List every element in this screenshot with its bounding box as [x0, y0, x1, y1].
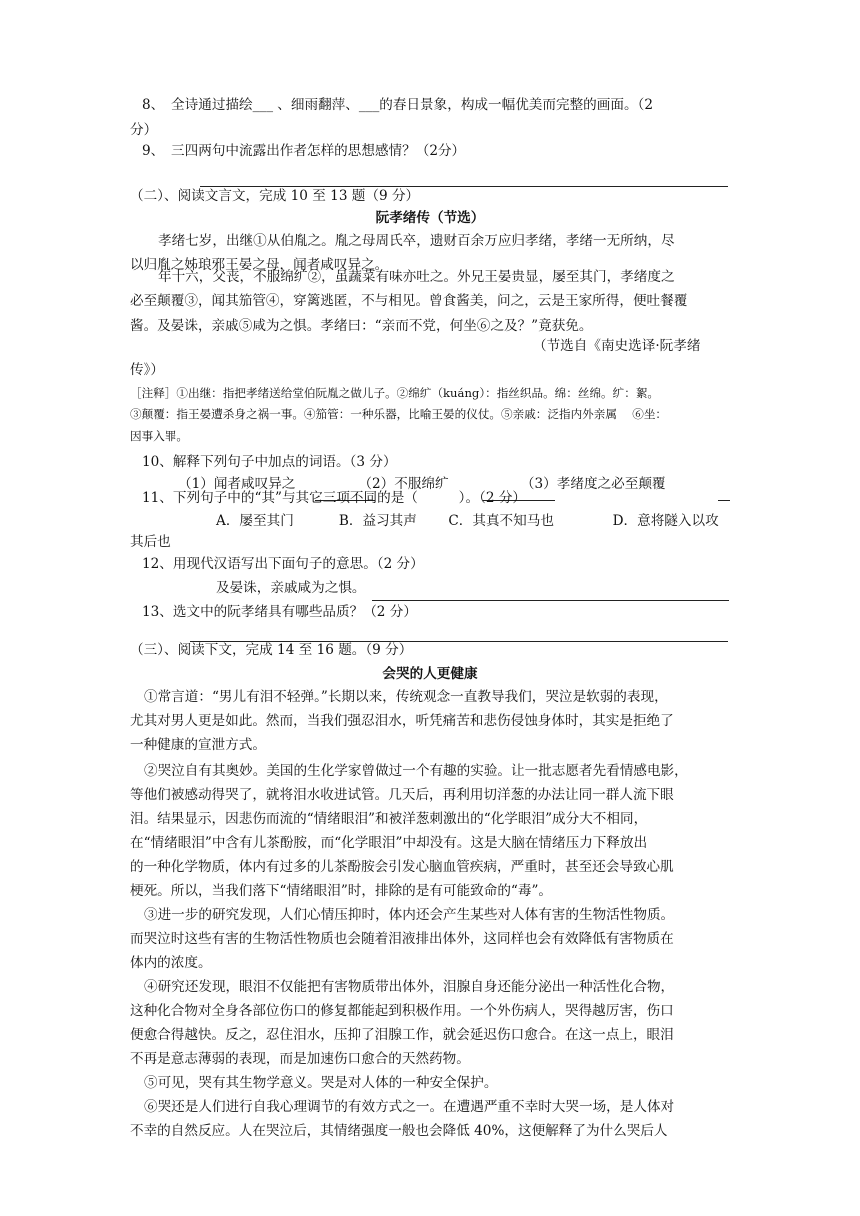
text-line-p2b: 必至颠覆③，闻其笳管④，穿篱逃匿，不与相见。曾食酱美，问之，云是王家所得，便吐餐覆: [130, 293, 688, 309]
text-line-s2h: （二）、阅读文言文，完成 10 至 13 题（9 分）: [130, 188, 420, 204]
text-line-n2: ③颠覆：指王晏遭杀身之祸一事。④笳管：一种乐器，比喻王晏的仪仗。⑤亲戚：泛指内外亲属 ⑥坐：: [130, 407, 668, 421]
text-line-q9: 9、 三四两句中流露出作者怎样的思想感情？（2分）: [142, 143, 466, 159]
text-line-n1: ［注释］①出继：指把孝绪送给堂伯阮胤之做儿子。②绵纩（kuáng）：指丝织品。绵：丝绵。纩：絮。: [130, 386, 660, 400]
text-line-p1b: 以归胤之姊琅邪王晏之母，闻者咸叹异之。: [130, 257, 389, 273]
text-line-s3h: （三）、阅读下文，完成 14 至 16 题。（9 分）: [130, 642, 413, 658]
text-line-a2a: ②哭泣自有其奥妙。美国的生化学家曾做过一个有趣的实验。让一批志愿者先看情感电影，: [144, 763, 688, 779]
text-line-a4a: ④研究还发现，眼泪不仅能把有害物质带出体外，泪腺自身还能分泌出一种活性化合物，: [144, 979, 675, 995]
text-line-a6b: 不幸的自然反应。人在哭泣后，其情绪强度一般也会降低 40%，这便解释了为什么哭后人: [130, 1123, 668, 1139]
text-line-s2t: 阮孝绪传（节选）: [375, 210, 485, 226]
text-line-q12: 12、用现代汉语写出下面句子的意思。（2 分）: [142, 556, 424, 572]
text-line-srcb: 传》）: [130, 362, 164, 378]
text-line-a4d: 不再是意志薄弱的表现，而是加速伤口愈合的天然药物。: [130, 1051, 470, 1067]
text-line-a5: ⑤可见，哭有其生物学意义。哭是对人体的一种安全保护。: [144, 1075, 498, 1091]
text-line-q13: 13、选文中的阮孝绪具有哪些品质？（2 分）: [142, 604, 417, 620]
text-line-a1a: ①常言道：“男儿有泪不轻弹。”长期以来，传统观念一直教导我们，哭泣是软弱的表现，: [144, 689, 668, 705]
text-line-p2a: 年十六，父丧，不服绵纩②，虽蔬菜有味亦吐之。外兄王晏贵显，屡至其门，孝绪度之: [158, 269, 675, 285]
text-line-p1a: 孝绪七岁，出继①从伯胤之。胤之母周氏卒，遗财百余万应归孝绪，孝绪一无所纳，尽: [158, 233, 675, 249]
text-line-q10: 10、解释下列句子中加点的词语。（3 分）: [142, 454, 397, 470]
text-line-a3a: ③进一步的研究发现，人们心情压抑时，体内还会产生某些对人体有害的生物活性物质。: [144, 907, 675, 923]
text-line-a1b: 尤其对男人更是如此。然而，当我们强忍泪水，听凭痛苦和悲伤侵蚀身体时，其实是拒绝了: [130, 713, 674, 729]
text-line-a2f: 梗死。所以，当我们落下“情绪眼泪”时，排除的是有可能致命的“毒”。: [130, 883, 553, 899]
text-line-a2d: 在“情绪眼泪”中含有儿茶酚胺，而“化学眼泪”中却没有。这是大脑在情绪压力下释放出: [130, 835, 648, 851]
text-line-a2c: 泪。结果显示，因悲伤而流的“情绪眼泪”和被洋葱刺激出的“化学眼泪”成分大不相同，: [130, 811, 648, 827]
text-line-q8b: 分）: [130, 122, 158, 138]
answer-line-q12: [372, 600, 729, 601]
text-line-a4b: 这种化合物对全身各部位伤口的修复都能起到积极作用。一个外伤病人，哭得越厉害，伤口: [130, 1003, 674, 1019]
blank-q10-3: [718, 500, 730, 501]
text-line-a6a: ⑥哭还是人们进行自我心理调节的有效方式之一。在遭遇严重不幸时大哭一场，是人体对: [144, 1099, 675, 1115]
text-line-n3: 因事入罪。: [130, 429, 188, 443]
text-line-a3b: 而哭泣时这些有害的生物活性物质也会随着泪液排出体外，这同样也会有效降低有害物质在: [130, 931, 674, 947]
text-line-a2e: 的一种化学物质，体内有过多的儿茶酚胺会引发心脑血管疾病，严重时，甚至还会导致心肌: [130, 859, 674, 875]
text-line-p2c: 酱。及晏诛，亲戚⑤咸为之惧。孝绪曰：“亲而不党，何坐⑥之及？”竟获免。: [130, 318, 593, 334]
text-line-q10s: （1）闻者咸叹异之 （2）不服绵纩 （3）孝绪度之必至颠覆: [178, 476, 666, 492]
text-line-q11b: 其后也: [130, 534, 171, 550]
text-line-srca: （节选自《南史选译·阮孝绪: [533, 338, 701, 354]
text-line-s3t: 会哭的人更健康: [382, 666, 478, 682]
text-line-a3c: 体内的浓度。: [130, 955, 212, 971]
text-line-q8a: 8、 全诗通过描绘___ 、细雨翻萍、___的春日景象，构成一幅优美而完整的画面。（2: [142, 97, 653, 113]
text-line-q11: 11、下列句子中的“其”与其它三项不同的是（ ）。（2 分）: [142, 490, 527, 506]
text-line-a2b: 等他们被感动得哭了，就将泪水收进试管。几天后，再利用切洋葱的办法让同一群人流下眼: [130, 787, 674, 803]
text-line-q12s: 及晏诛，亲戚咸为之惧。: [216, 580, 366, 596]
text-line-q11o: A．屡至其门 B．益习其声 C．其真不知马也 D．意将隧入以攻: [216, 513, 719, 529]
text-line-a4c: 便愈合得越快。反之，忍住泪水，压抑了泪腺工作，就会延迟伤口愈合。在这一点上，眼泪: [130, 1027, 674, 1043]
text-line-a1c: 一种健康的宣泄方式。: [130, 737, 266, 753]
